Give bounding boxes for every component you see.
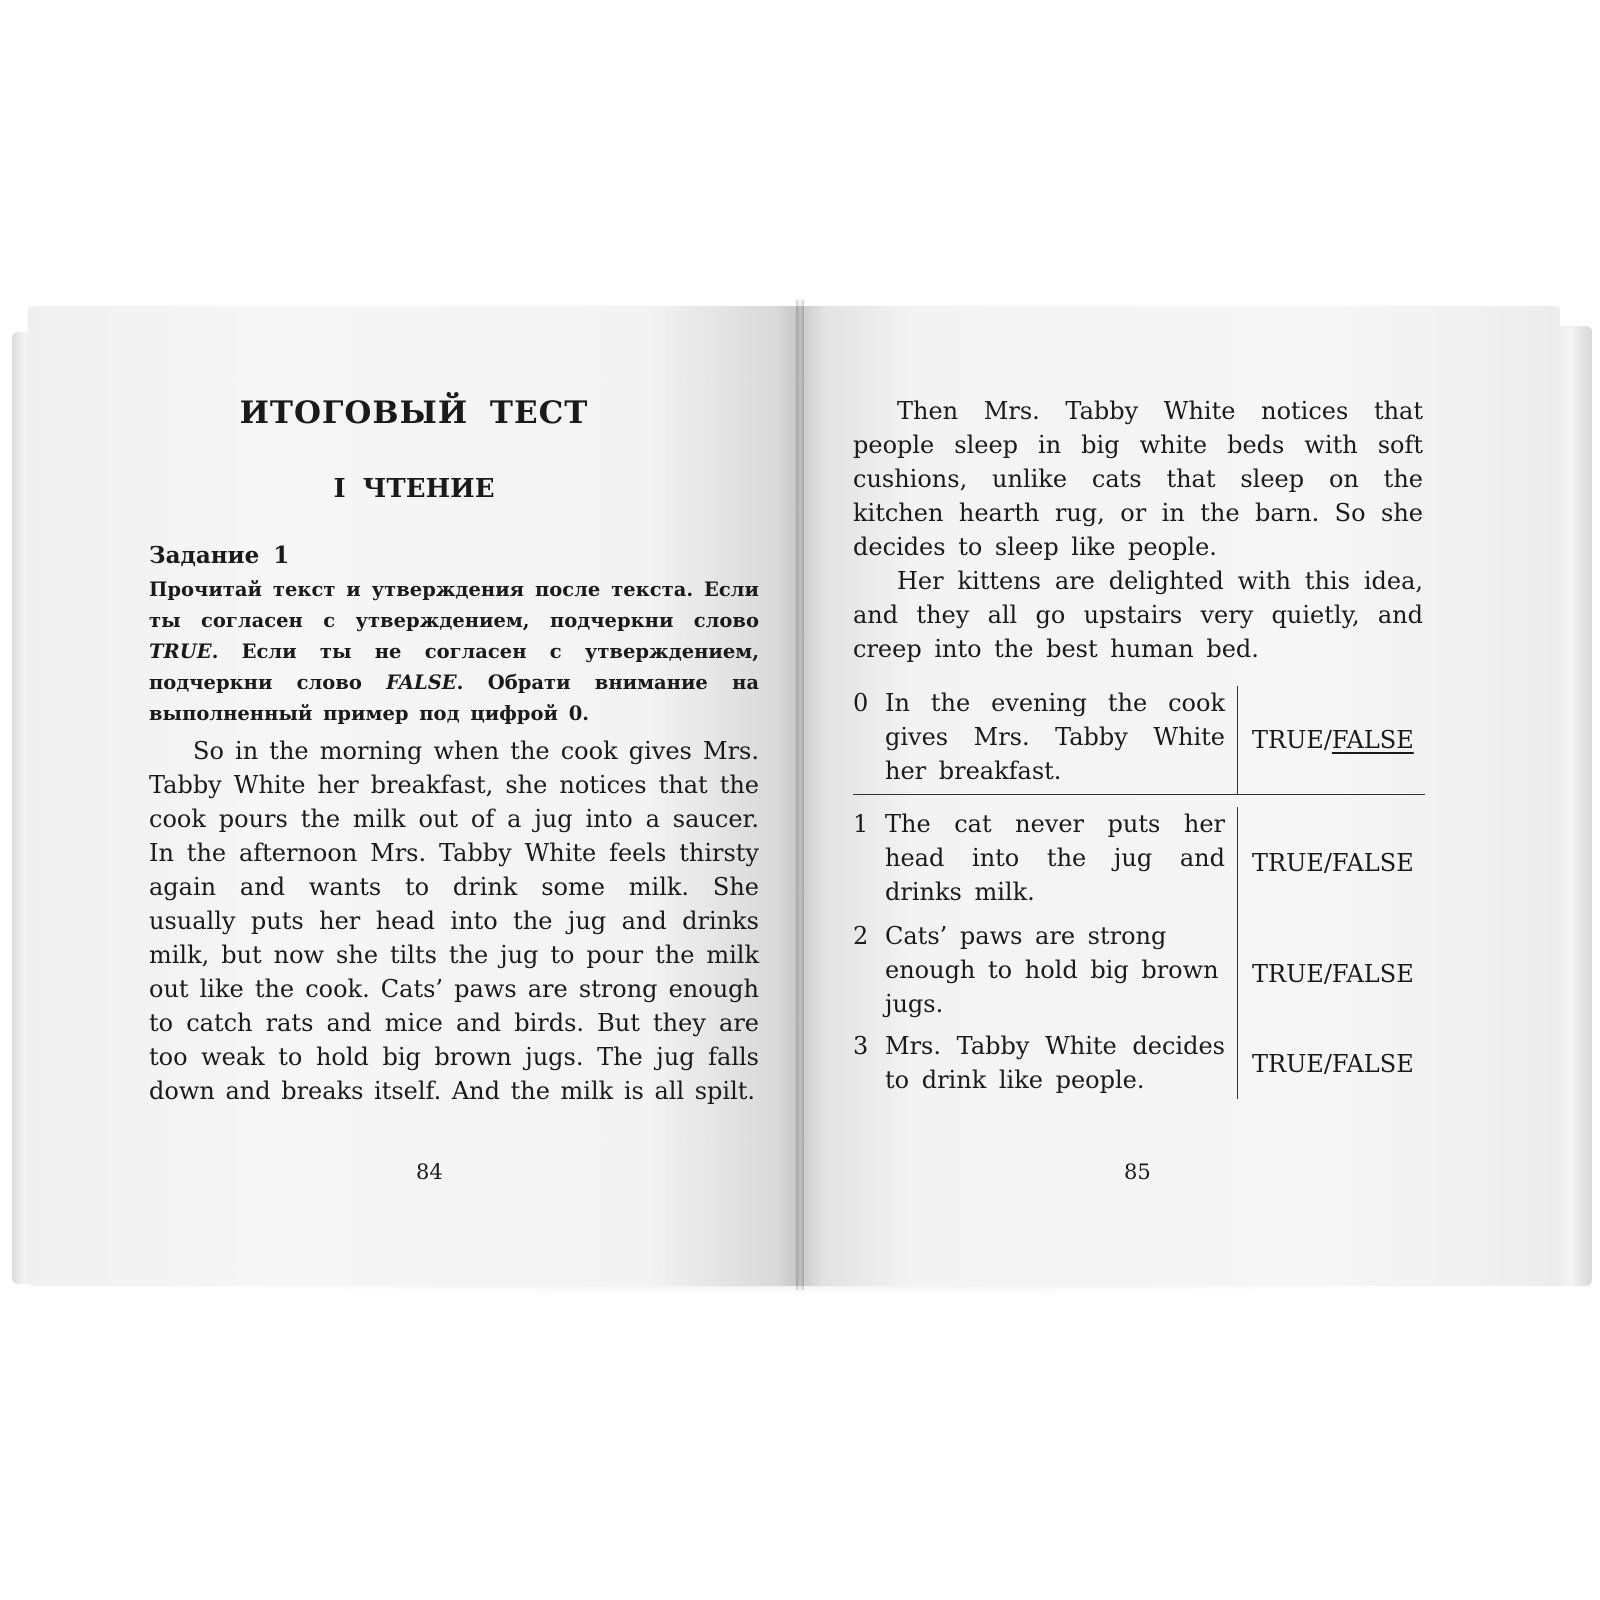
statement-number: 1 <box>853 810 869 838</box>
reading-text <box>149 734 759 1108</box>
reading-paragraph: Her kittens are delighted with this idea, and they all go upstairs very quietly, and creep into the best human bed. <box>853 567 1423 663</box>
statement-number: 2 <box>853 922 869 950</box>
statement-number: 0 <box>853 689 869 717</box>
task-instruction <box>149 574 759 729</box>
instruction-false-word: FALSE <box>386 671 457 694</box>
instruction-true-word: TRUE <box>149 640 212 663</box>
statement-text: The cat never puts her head into the jug and drinks milk. <box>885 810 1225 906</box>
statement-row <box>853 1029 1425 1099</box>
right-page <box>800 306 1560 1286</box>
statement-text: Cats’ paws are strong enough to hold big brown jugs. <box>885 922 1219 1018</box>
statement-row <box>853 919 1425 1029</box>
section-title: I ЧТЕНИЕ <box>333 474 495 504</box>
page-number-right: 85 <box>1124 1160 1151 1184</box>
answer-choice[interactable]: TRUE/FALSE <box>1237 919 1425 1029</box>
statement-number: 3 <box>853 1032 869 1060</box>
test-title: ИТОГОВЫЙ ТЕСТ <box>239 395 589 431</box>
statement-row <box>853 686 1425 795</box>
left-page <box>28 306 800 1286</box>
answer-true: TRUE/ <box>1252 726 1332 754</box>
instruction-part-2: . Если ты не согласен с утверждением, подчеркни слово <box>149 640 759 694</box>
statement-text: Mrs. Tabby White decides to drink like people. <box>885 1032 1225 1094</box>
answer-choice[interactable] <box>1237 686 1425 794</box>
reading-paragraph: So in the morning when the cook gives Mrs. Tabby White her breakfast, she notices that the cook pours the milk out of a jug into a saucer. In the afternoon Mrs. Tabby White feels thirsty again and wants to drink some milk. She usually puts her head into the jug and drinks milk, but now she tilts the jug to pour the milk out like the cook. Cats’ paws are strong enough to catch rats and mice and birds. But they are too weak to hold big brown jugs. The jug falls down and breaks itself. And the milk is all spilt. <box>149 737 759 1105</box>
answer-choice[interactable]: TRUE/FALSE <box>1237 807 1425 919</box>
statement-row <box>853 795 1425 919</box>
reading-paragraph: Then Mrs. Tabby White notices that people sleep in big white beds with soft cushions, unlike cats that sleep on the kitchen hearth rug, or in the barn. So she decides to sleep like people. <box>853 397 1423 561</box>
reading-text-continued <box>853 394 1423 666</box>
answer-false-underlined: FALSE <box>1331 726 1414 754</box>
page-number-left: 84 <box>416 1160 443 1184</box>
answer-choice[interactable]: TRUE/FALSE <box>1237 1029 1425 1099</box>
task-label: Задание 1 <box>149 542 290 569</box>
statements-table <box>853 686 1425 1099</box>
instruction-part-3: . Обрати внимание на выполненный пример под цифрой 0. <box>149 671 760 725</box>
instruction-part-1: Прочитай текст и утверждения после текста. Если ты согласен с утверждением, подчеркни слово <box>149 578 759 632</box>
statement-text: In the evening the cook gives Mrs. Tabby White her breakfast. <box>885 689 1225 785</box>
book-spine <box>796 300 804 1290</box>
